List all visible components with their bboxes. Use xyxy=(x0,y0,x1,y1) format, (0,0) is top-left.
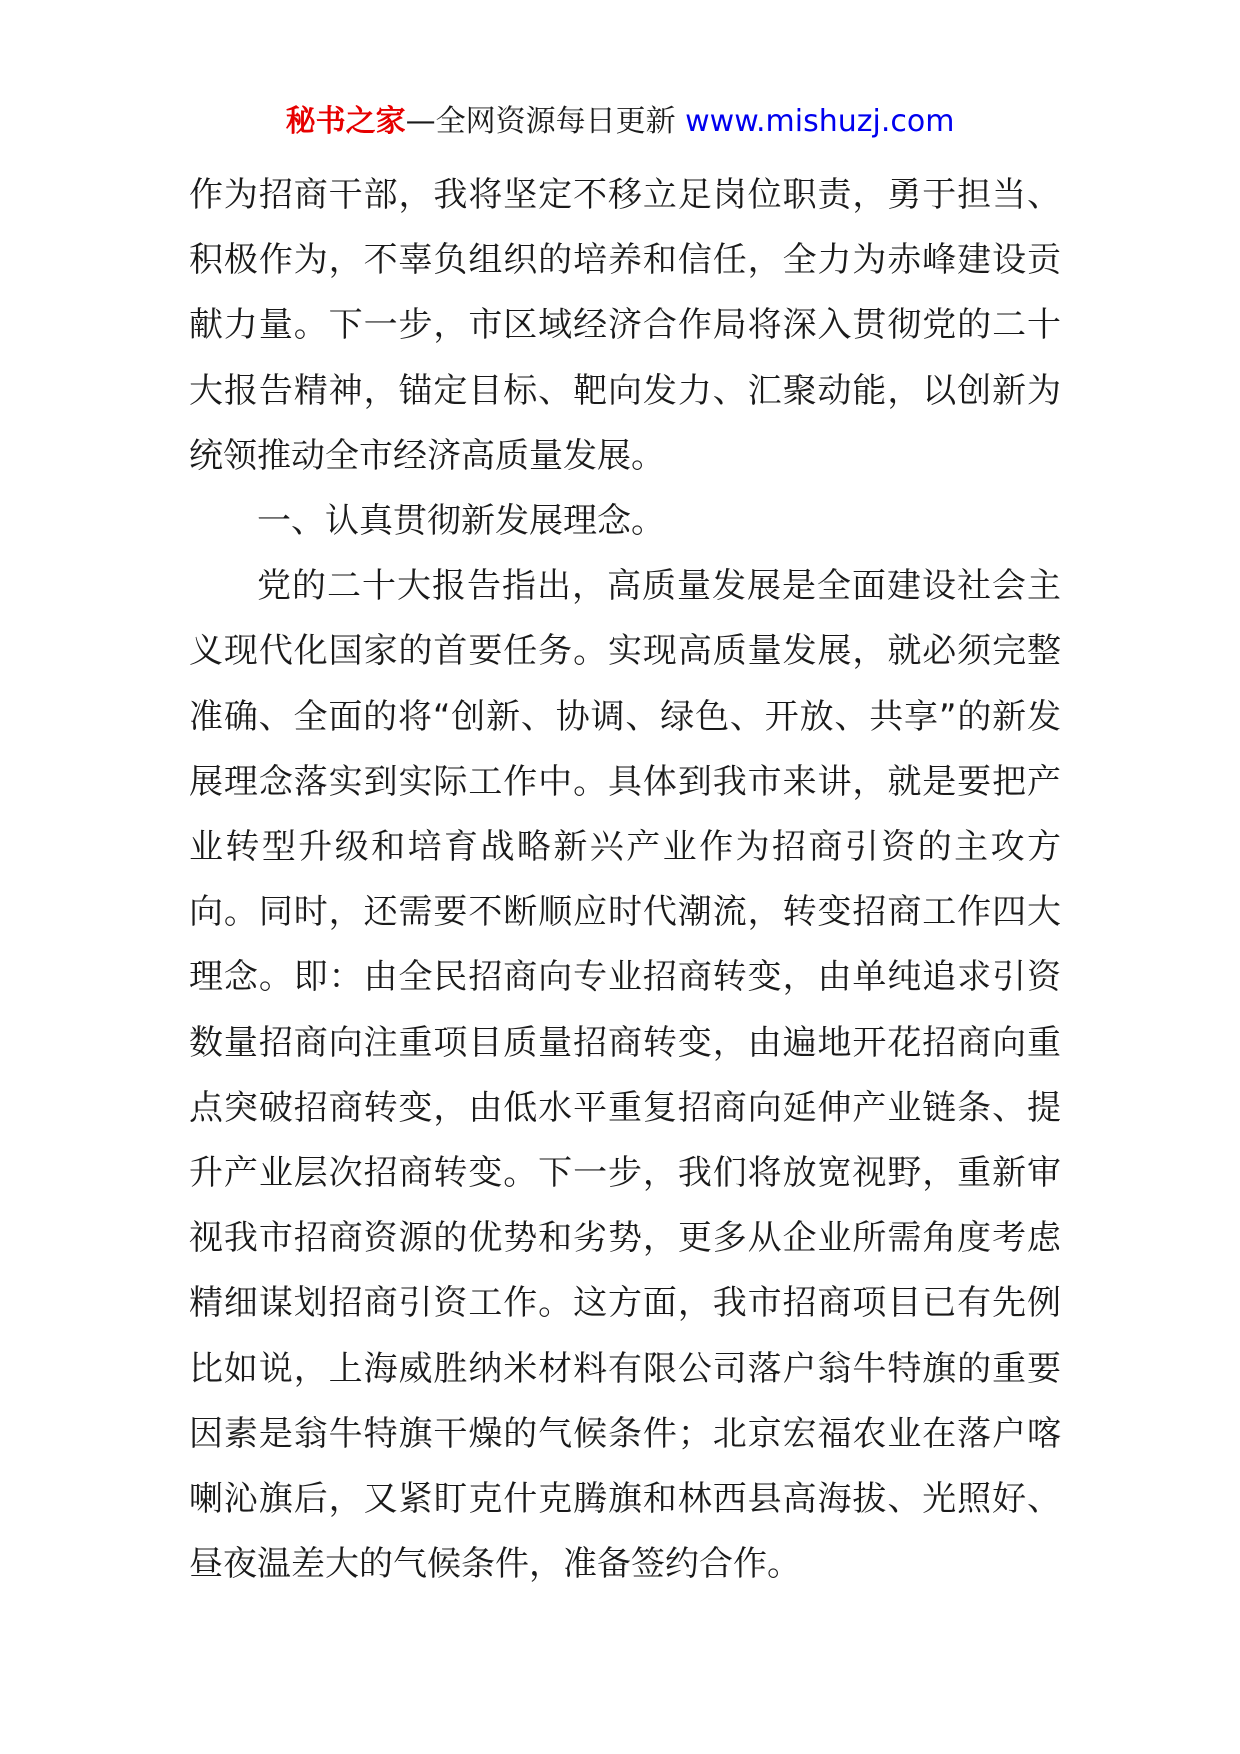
site-tagline: —全网资源每日更新 xyxy=(405,104,686,139)
site-header xyxy=(0,100,1240,144)
paragraph-body: 党的二十大报告指出，高质量发展是全面建设社会主义现代化国家的首要任务。实现高质量发展，就必须完整准确、全面的将“创新、协调、绿色、开放、共享”的新发展理念落实到实际工作中。具体到我市来讲，就是要把产业转型升级和培育战略新兴产业作为招商引资的主攻方向。同时，还需要不断顺应时代潮流，转变招商工作四大理念。即：由全民招商向专业招商转变，由单纯追求引资数量招商向注重项目质量招商转变，由遍地开花招商向重点突破招商转变，由低水平重复招商向延伸产业链条、提升产业层次招商转变。下一步，我们将放宽视野，重新审视我市招商资源的优势和劣势，更多从企业所需角度考虑精细谋划招商引资工作。这方面，我市招商项目已有先例比如说，上海威胜纳米材料有限公司落户翁牛特旗的重要因素是翁牛特旗干燥的气候条件；北京宏福农业在落户喀喇沁旗后，又紧盯克什克腾旗和林西县高海拔、光照好、昼夜温差大的气候条件，准备签约合作。 xyxy=(189,566,1061,1585)
document-body xyxy=(189,163,1061,1597)
site-url-link[interactable]: www.mishuzj.com xyxy=(685,104,955,139)
section-heading: 一、认真贯彻新发展理念。 xyxy=(257,501,665,542)
paragraph-intro: 作为招商干部，我将坚定不移立足岗位职责，勇于担当、积极作为，不辜负组织的培养和信任，全力为赤峰建设贡献力量。下一步，市区域经济合作局将深入贯彻党的二十大报告精神，锚定目标、靶向发力、汇聚动能，以创新为统领推动全市经济高质量发展。 xyxy=(189,175,1061,476)
brand-name: 秘书之家 xyxy=(285,104,406,139)
